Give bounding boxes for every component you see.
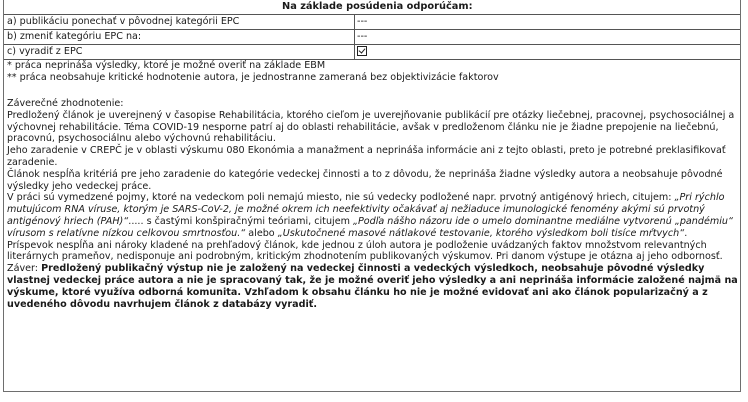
- option-row-keep: [4, 15, 740, 30]
- checkbox-checked-icon: [357, 46, 367, 56]
- option-checkbox[interactable]: [357, 45, 387, 60]
- option-row-remove: [4, 45, 740, 60]
- quote-testing: „Uskutočnené masové nátlakové testovanie, ktorého výsledkom boli tisíce mŕtvych“: [277, 227, 685, 239]
- option-value[interactable]: ---: [357, 31, 368, 42]
- recommendation-header: [4, 0, 740, 15]
- citation-intro: V práci sú vymedzené pojmy, ktoré na vedeckom poli nemajú miesto, nie sú vedecky podložené napr. prvotný antigénový hriech, citujem:: [7, 192, 675, 204]
- option-label: b) zmeniť kategóriu EPC na:: [7, 31, 142, 42]
- citation-or: alebo: [245, 227, 278, 239]
- option-value[interactable]: ---: [357, 16, 368, 27]
- option-label: a) publikáciu ponechať v pôvodnej kategórii EPC: [7, 16, 240, 27]
- column-divider: [354, 15, 355, 60]
- paragraph-citations: [7, 192, 739, 239]
- paragraph-criteria: Článok nespĺňa kritériá pre jeho zaradenie do kategórie vedeckej činnosti a to z dôvodu, že neprináša žiadne výsledky autora a neobsahuje pôvodné výsledky jeho vedeckej práce.: [7, 168, 723, 192]
- footnotes: [7, 60, 737, 83]
- conclusion-section: [7, 98, 739, 310]
- paragraph-journal: Predložený článok je uverejnený v časopise Rehabilitácia, ktorého cieľom je uverejňovanie publikácií pre otázky liečebnej, pracovnej, psychosociálnej a výchovnej rehabilitácie. Téma COVID-19 nesporne patrí aj do oblasti rehabilitácie, avšak v predloženom článku nie je žiadne prepojenie na liečebnú, pracovnú, psychosociálnu alebo výchovnú rehabilitáciu.: [7, 109, 735, 145]
- option-label: c) vyradiť z EPC: [7, 46, 83, 57]
- quote-rna: „Pri rýchlo mutujúcom RNA víruse, ktorým je SARS-CoV-2, je možné okrem ich neefektivity očakávať aj nežiaduce imunologické fenomény akými sú prvotný antigénový hriech (PAH)“: [7, 192, 725, 227]
- conclusion-heading: Záverečné zhodnotenie:: [7, 98, 124, 109]
- footnote-critical: ** práca neobsahuje kritické hodnotenie autora, je jednostranne zameraná bez objektivizácie faktorov: [7, 71, 499, 83]
- option-row-change: [4, 30, 740, 45]
- paragraph-crepc: Jeho zaradenie v CREPČ je v oblasti výskumu 080 Ekonómia a manažment a neprináša informácie ani z tejto oblasti, preto je potrebné preklasifikovať zaradenie.: [7, 145, 726, 168]
- final-verdict: Predložený publikačný výstup nie je založený na vedeckej činnosti a vedeckých výsledkoch, neobsahuje pôvodné výsledky vlastnej vedeckej práce autora a nie je spracovaný tak, že je možné overiť jeho výsledky a ani neprináša informácie založené najmä na výskume, ktoré využíva odborná komunita. Vzhľadom k obsahu článku ho nie je možné evidovať ani ako článok popularizačný a z uvedeného dôvodu navrhujem článok z databázy vyradiť.: [7, 263, 738, 310]
- citation-mid: ..... s častými konšpiračnými teóriami, citujem: [128, 215, 353, 227]
- review-form: [3, 0, 741, 392]
- recommendation-title: Na základe posúdenia odporúčam:: [282, 1, 473, 12]
- paragraph-review: Príspevok nespĺňa ani nároky kladené na prehľadový článok, kde jednou z úloh autora je podloženie uvádzaných faktov množstvom relevantných literárnych prameňov, nedisponuje ani podrobným, kritickým zhodnotením publikovaných výskumov. Pri danom výstupe je otázna aj jeho odbornosť.: [7, 239, 723, 263]
- footnote-ebm: * práca neprináša výsledky, ktoré je možné overiť na základe EBM: [7, 60, 326, 71]
- quote-pandemic: „Podľa nášho názoru ide o umelo dominantne mediálne vytvorenú „pandémiu“ vírusom s relatívne nízkou celkovou smrtnosťou.“: [7, 215, 733, 239]
- citation-end: .: [684, 227, 688, 239]
- paragraph-final: [7, 263, 739, 310]
- final-label: Záver:: [7, 263, 42, 275]
